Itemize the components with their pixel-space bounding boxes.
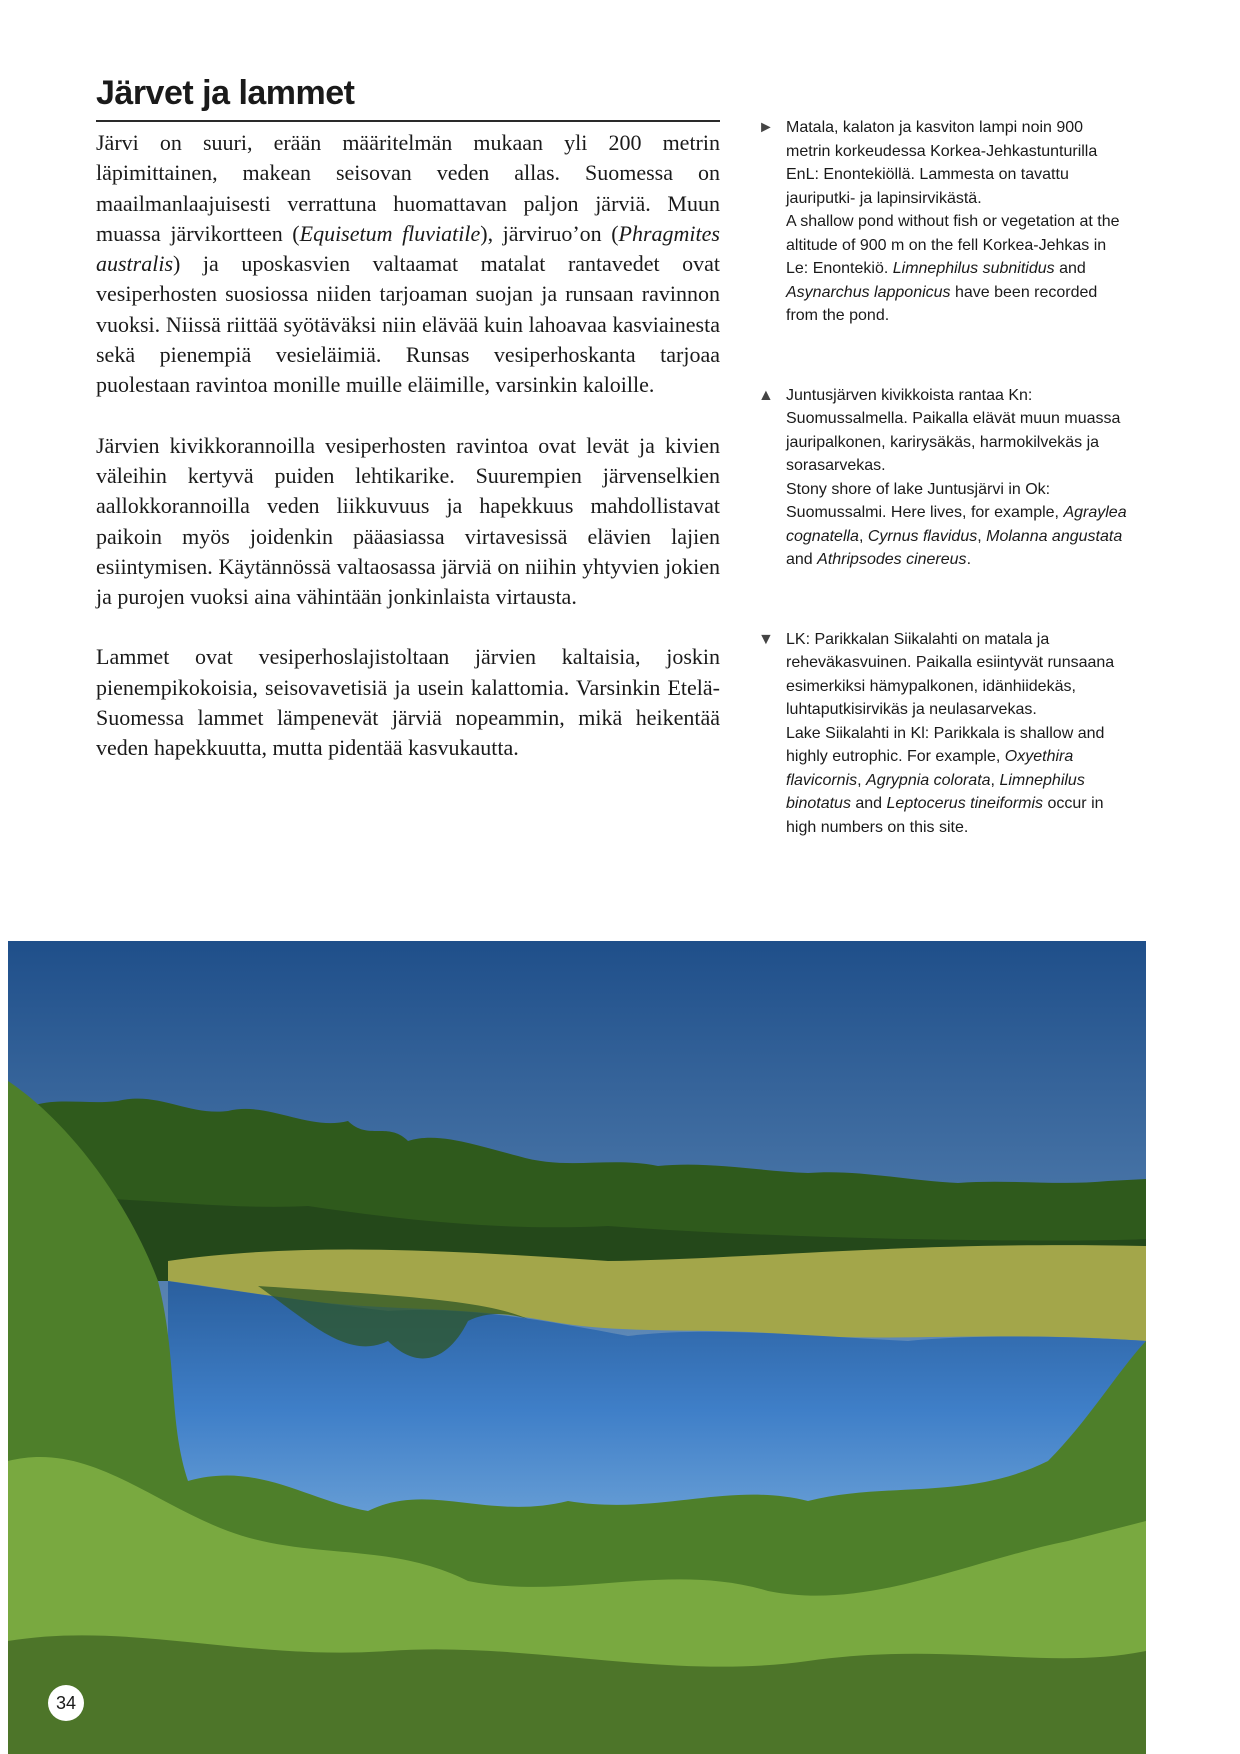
page-number: 34 — [48, 1685, 84, 1721]
caption-finnish: Juntusjärven kivikkoista rantaa Kn: Suomussalmella. Paikalla elävät muun muassa jauripalkonen, karirysäkäs, harmokilvekäs ja sorasarvekas. — [786, 386, 1121, 474]
lake-photo — [8, 941, 1146, 1754]
species-name: Phragmites australis — [96, 220, 720, 277]
body-text — [96, 128, 720, 794]
caption-english: A shallow pond without fish or vegetation at the altitude of 900 m on the fell Korkea-Jehkas in Le: Enontekiö. Limnephilus subnitidus and Asynarchus lapponicus have been recorded from the pond. — [786, 213, 1120, 324]
photo-captions — [758, 116, 1128, 895]
caption-right-arrow — [758, 116, 1128, 328]
species-name: Equisetum fluviatile — [299, 220, 481, 246]
caption-down-arrow — [758, 628, 1128, 840]
caption-finnish: Matala, kalaton ja kasviton lampi noin 900 metrin korkeudessa Korkea-Jehkastunturilla EnL: Enontekiöllä. Lammesta on tavattu jauriputki- ja lapinsirvikästä. — [786, 119, 1098, 207]
page-title: Järvet ja lammet — [96, 70, 720, 122]
paragraph-ponds: Lammet ovat vesiperhoslajistoltaan järvien kaltaisia, joskin pienempikokoisia, seisovavetisiä ja usein kalattomia. Varsinkin Etelä-Suomessa lammet lämpenevät järviä nopeammin, mikä heikentää veden hapekkuutta, mutta pidentää kasvukautta. — [96, 644, 720, 761]
up-pointer-icon: ▲ — [758, 386, 774, 404]
paragraph-stony-shores: Järvien kivikkorannoilla vesiperhosten ravintoa ovat levät ja kivien väleihin kertyvä puiden lehtikarike. Suurempien järvenselkien aallokkorannoilla veden liikkuvuus ja hapekkuus mahdollistavat paikoin myös joidenkin pääasiassa virtavesissä elävien lajien esiintymisen. Käytännössä valtaosassa järviä on niihin yhtyvien jokien ja purojen vuoksi aina vähintään jonkinlaista virtausta. — [96, 432, 720, 610]
caption-english: Lake Siikalahti in Kl: Parikkala is shallow and highly eutrophic. For example, Oxyethira flavicornis, Agrypnia colorata, Limnephilus binotatus and Leptocerus tineiformis occur in high numbers on this site. — [786, 724, 1105, 836]
caption-english: Stony shore of lake Juntusjärvi in Ok: Suomussalmi. Here lives, for example, Agraylea cognatella, Cyrnus flavidus, Molanna angustata and Athripsodes cinereus. — [786, 480, 1127, 568]
right-pointer-icon: ► — [758, 119, 774, 136]
caption-up-arrow — [758, 384, 1128, 572]
lake-photo-illustration — [8, 941, 1146, 1754]
caption-finnish: LK: Parikkalan Siikalahti on matala ja reheväkasvuinen. Paikalla esiintyvät runsaana esimerkiksi hämypalkonen, idänhiidekäs, luhtaputkisirvikäs ja neulasarvekas. — [786, 630, 1115, 718]
paragraph-lakes: Järvi on suuri, erään määritelmän mukaan yli 200 metrin läpimittainen, makean seisovan veden allas. Suomessa on maailmanlaajuisesti verrattuna huomattavan paljon järviä. Muun muassa järvikortteen (Equisetum fluviatile), järviruo’on (Phragmites australis) ja uposkasvien valtaamat matalat rantavedet ovat vesiperhosten suosiossa niiden tarjoaman suojan ja runsaan ravinnon vuoksi. Niissä riittää syötäväksi niin elävää kuin lahoavaa kasviainesta sekä pienempiä vesieläimiä. Runsas vesiperhoskanta tarjoaa puolestaan ravintoa monille muille eläimille, varsinkin kaloille. — [96, 130, 720, 398]
down-pointer-icon: ▼ — [758, 630, 774, 648]
